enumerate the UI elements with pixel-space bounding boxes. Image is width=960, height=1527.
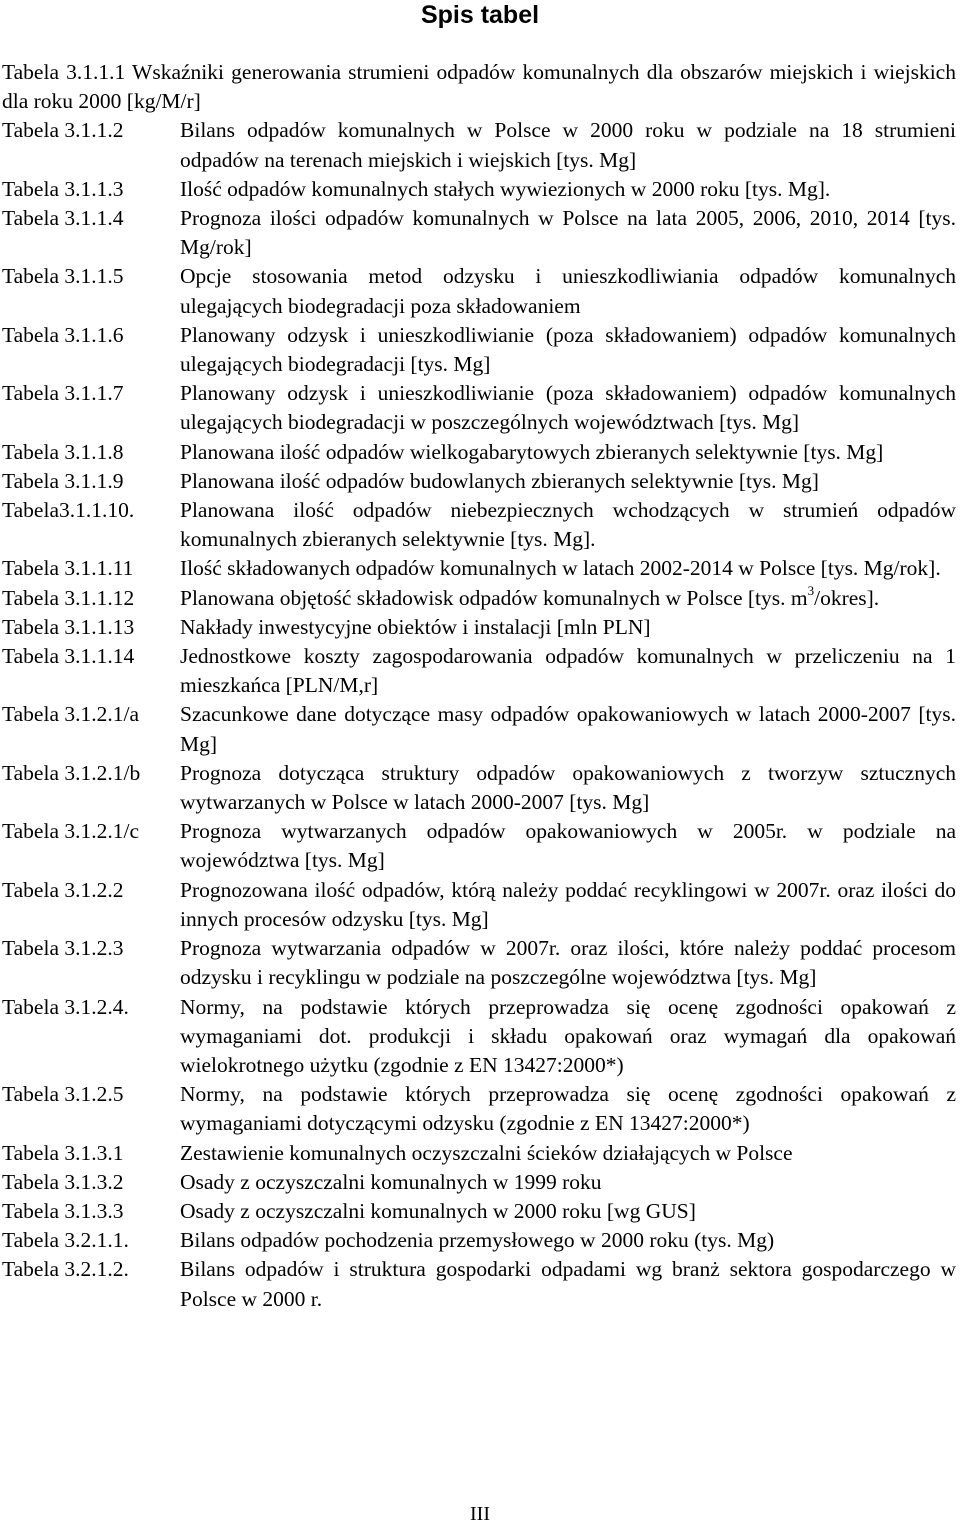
entry-title: Normy, na podstawie których przeprowadza się ocenę zgodności opakowań z wymaganiami dot. produkcji i składu opakowań oraz wymagań dla opakowań wielokrotnego użytku (zgodnie z EN 13427:2000*)	[180, 994, 956, 1077]
entry-number: Tabela 3.1.1.6	[2, 322, 124, 347]
list-item[interactable]	[2, 262, 956, 320]
list-item[interactable]	[2, 58, 956, 116]
list-item[interactable]	[2, 993, 956, 1081]
list-item[interactable]	[2, 1255, 956, 1313]
entry-number: Tabela 3.2.1.2.	[2, 1257, 129, 1282]
list-item[interactable]	[2, 584, 956, 613]
entry-number: Tabela 3.1.1.8	[2, 439, 124, 464]
list-item[interactable]	[2, 1139, 956, 1168]
entry-number: Tabela 3.1.1.2	[2, 118, 124, 143]
entry-number: Tabela 3.1.1.1	[2, 60, 133, 84]
entry-number: Tabela 3.1.1.14	[2, 644, 135, 669]
entry-number: Tabela 3.1.3.2	[2, 1169, 124, 1194]
entry-number: Tabela 3.1.2.2	[2, 877, 124, 902]
entry-number: Tabela 3.1.1.3	[2, 176, 124, 201]
list-item[interactable]	[2, 817, 956, 875]
entry-title: Planowana ilość odpadów wielkogabarytowych zbieranych selektywnie [tys. Mg]	[180, 439, 884, 464]
list-item[interactable]	[2, 321, 956, 379]
entry-title: Prognoza dotycząca struktury odpadów opakowaniowych z tworzyw sztucznych wytwarzanych w Polsce w latach 2000-2007 [tys. Mg]	[180, 760, 956, 815]
list-item[interactable]	[2, 876, 956, 934]
table-list	[2, 58, 956, 1314]
entry-title: Planowana ilość odpadów budowlanych zbieranych selektywnie [tys. Mg]	[180, 468, 819, 493]
entry-title: Normy, na podstawie których przeprowadza się ocenę zgodności opakowań z wymaganiami dotyczącymi odzysku (zgodnie z EN 13427:2000*)	[180, 1082, 956, 1136]
entry-number: Tabela 3.1.3.3	[2, 1198, 124, 1223]
entry-title: Zestawienie komunalnych oczyszczalni ścieków działających w Polsce	[180, 1140, 793, 1165]
entry-title: Bilans odpadów i struktura gospodarki odpadami wg branż sektora gospodarczego w Polsce w 2000 r.	[180, 1257, 956, 1311]
entry-number: Tabela 3.1.2.5	[2, 1082, 124, 1107]
list-item[interactable]	[2, 116, 956, 174]
entry-number: Tabela 3.1.2.1/c	[2, 819, 139, 844]
entry-title: Planowana ilość odpadów niebezpiecznych wchodzących w strumień odpadów komunalnych zbieranych selektywnie [tys. Mg].	[180, 498, 956, 552]
entry-number: Tabela 3.1.1.13	[2, 614, 135, 639]
entry-number: Tabela 3.1.1.7	[2, 381, 124, 406]
list-item[interactable]	[2, 759, 956, 817]
entry-title: Osady z oczyszczalni komunalnych w 1999 roku	[180, 1169, 602, 1194]
entry-number: Tabela 3.1.1.9	[2, 468, 124, 493]
entry-title: Planowany odzysk i unieszkodliwianie (poza składowaniem) odpadów komunalnych ulegających biodegradacji [tys. Mg]	[180, 322, 956, 377]
list-item[interactable]	[2, 934, 956, 992]
entry-number: Tabela 3.1.1.4	[2, 206, 124, 231]
entry-title: Osady z oczyszczalni komunalnych w 2000 roku [wg GUS]	[180, 1198, 696, 1223]
entry-title: Bilans odpadów pochodzenia przemysłowego w 2000 roku (tys. Mg)	[180, 1228, 775, 1253]
entry-title: Nakłady inwestycyjne obiektów i instalacji [mln PLN]	[180, 614, 651, 639]
entry-number: Tabela 3.2.1.1.	[2, 1228, 129, 1253]
list-item[interactable]	[2, 1080, 956, 1138]
entry-title: Prognoza wytwarzanych odpadów opakowaniowych w 2005r. w podziale na województwa [tys. Mg]	[180, 819, 956, 873]
list-item[interactable]	[2, 496, 956, 554]
list-item[interactable]	[2, 379, 956, 437]
entry-title: Jednostkowe koszty zagospodarowania odpadów komunalnych w przeliczeniu na 1 mieszkańca [PLN/M,r]	[180, 644, 956, 698]
entry-title: Planowana objętość składowisk odpadów komunalnych w Polsce [tys. $m^3/okres$].	[180, 582, 880, 610]
entry-title: Ilość odpadów komunalnych stałych wywiezionych w 2000 roku [tys. Mg].	[180, 176, 831, 201]
entry-title: Prognozowana ilość odpadów, którą należy poddać recyklingowi w 2007r. oraz ilości do innych procesów odzysku [tys. Mg]	[180, 877, 956, 931]
page-title: Spis tabel	[420, 1, 540, 29]
entry-title: Bilans odpadów komunalnych w Polsce w 2000 roku w podziale na 18 strumieni odpadów na terenach miejskich i wiejskich [tys. Mg]	[180, 118, 956, 172]
superscript: 3	[807, 582, 815, 598]
list-item[interactable]	[2, 1226, 956, 1255]
entry-title: Opcje stosowania metod odzysku i unieszkodliwiania odpadów komunalnych ulegających biodegradacji poza składowaniem	[180, 264, 956, 318]
list-item[interactable]	[2, 204, 956, 262]
entry-title: Szacunkowe dane dotyczące masy odpadów opakowaniowych w latach 2000-2007 [tys. Mg]	[180, 702, 956, 756]
list-item[interactable]	[2, 438, 956, 467]
list-item[interactable]	[2, 642, 956, 700]
entry-title: Planowany odzysk i unieszkodliwianie (poza składowaniem) odpadów komunalnych ulegających biodegradacji w poszczególnych województwach [tys. Mg]	[180, 381, 956, 435]
entry-number: Tabela3.1.1.10.	[2, 498, 135, 523]
entry-number: Tabela 3.1.3.1	[2, 1140, 124, 1165]
page-number: III	[470, 1503, 490, 1525]
entry-number: Tabela 3.1.1.5	[2, 264, 124, 289]
entry-title: Prognoza wytwarzania odpadów w 2007r. oraz ilości, które należy poddać procesom odzysku i recyklingu w podziale na poszczególne województwa [tys. Mg]	[180, 936, 956, 990]
entry-number: Tabela 3.1.2.1/a	[2, 702, 139, 727]
list-item[interactable]	[2, 175, 956, 204]
entry-number: Tabela 3.1.2.4.	[2, 994, 129, 1019]
list-item[interactable]	[2, 1197, 956, 1226]
entry-title: Wskaźniki generowania strumieni odpadów komunalnych dla obszarów miejskich i wiejskich dla roku 2000 [kg/M/r]	[2, 60, 956, 114]
list-item[interactable]	[2, 700, 956, 758]
entry-number: Tabela 3.1.1.12	[2, 585, 135, 610]
entry-title: Ilość składowanych odpadów komunalnych w latach 2002-2014 w Polsce [tys. Mg/rok].	[180, 556, 941, 581]
list-item[interactable]	[2, 1168, 956, 1197]
entry-number: Tabela 3.1.1.11	[2, 556, 134, 581]
list-item[interactable]	[2, 467, 956, 496]
entry-number: Tabela 3.1.2.3	[2, 936, 124, 961]
list-item[interactable]	[2, 554, 956, 583]
entry-number: Tabela 3.1.2.1/b	[2, 760, 141, 785]
entry-title: Prognoza ilości odpadów komunalnych w Polsce na lata 2005, 2006, 2010, 2014 [tys. Mg/rok]	[180, 206, 956, 260]
list-item[interactable]	[2, 613, 956, 642]
